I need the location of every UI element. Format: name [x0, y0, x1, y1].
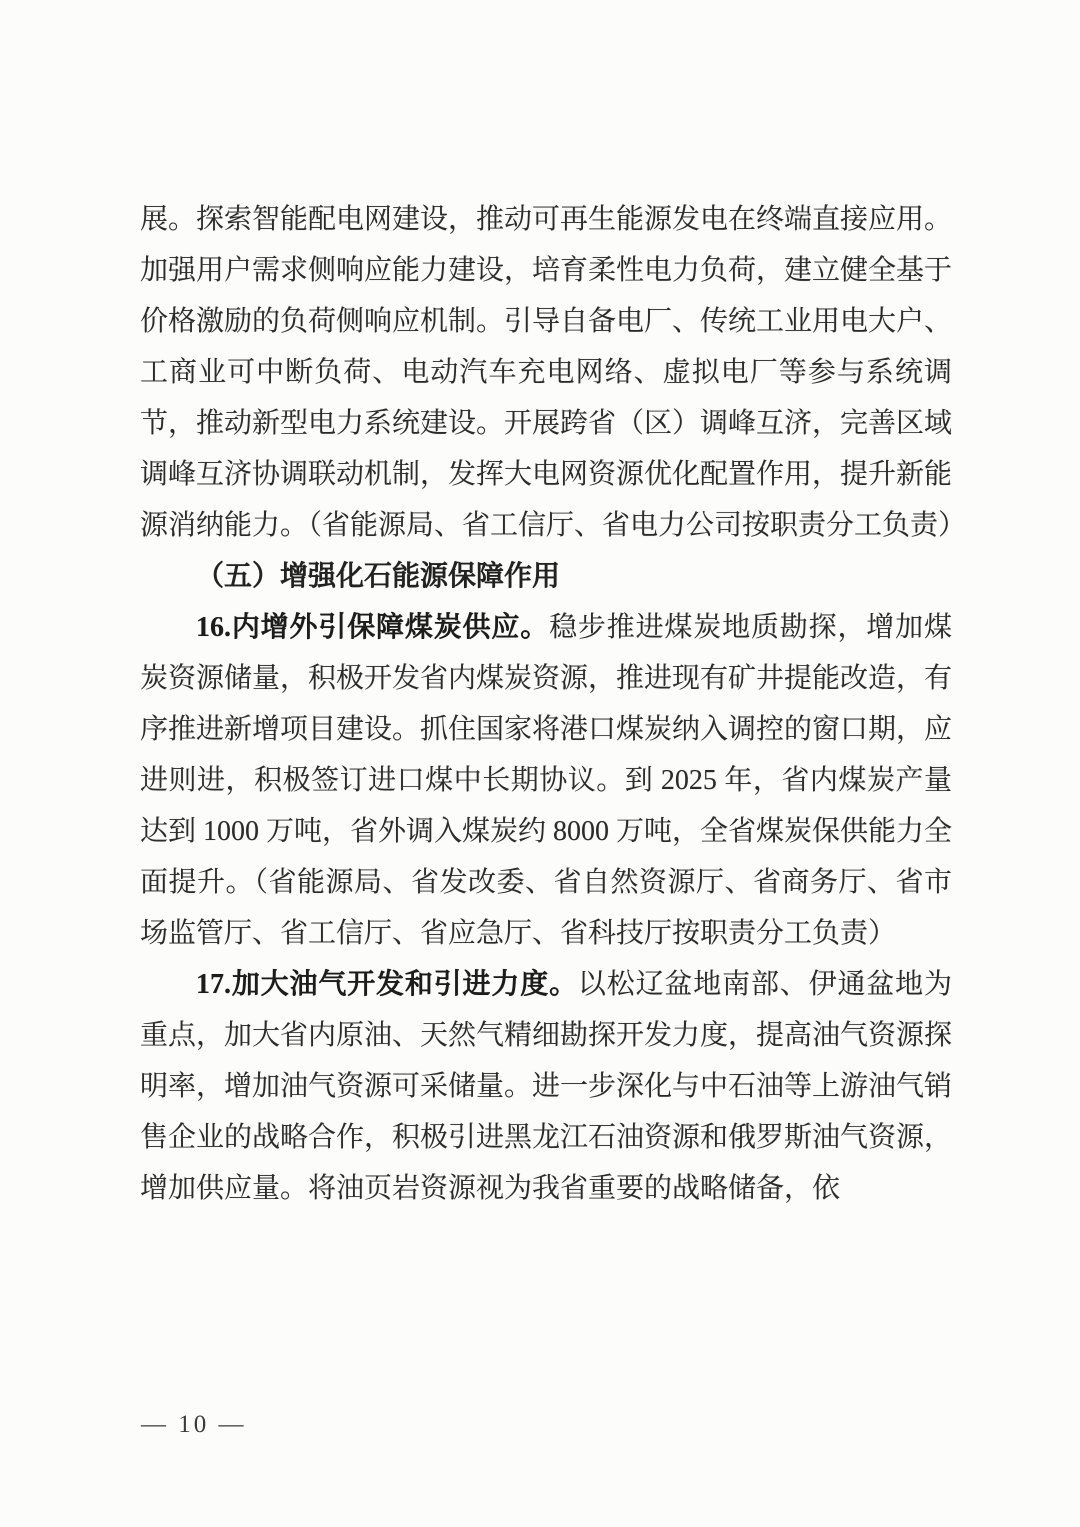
page-number: — 10 — [141, 1411, 247, 1438]
paragraph-continuation: 展。探索智能配电网建设，推动可再生能源发电在终端直接应用。加强用户需求侧响应能力建设，培育柔性电力负荷，建立健全基于价格激励的负荷侧响应机制。引导自备电厂、传统工业用电大户、工商业可中断负荷、电动汽车充电网络、虚拟电厂等参与系统调节，推动新型电力系统建设。开展跨省（区）调峰互济，完善区域调峰互济协调联动机制，发挥大电网资源优化配置作用，提升新能源消纳能力。（省能源局、省工信厅、省电力公司按职责分工负责） [140, 204, 967, 541]
item-17-text: 以松辽盆地南部、伊通盆地为重点，加大省内原油、天然气精细勘探开发力度，提高油气资源探明率，增加油气资源可采储量。进一步深化与中石油等上游油气销售企业的战略合作，积极引进黑龙江石油资源和俄罗斯油气资源，增加供应量。将油页岩资源视为我省重要的战略储备，依 [140, 969, 953, 1204]
paragraph-item-16 [140, 602, 952, 959]
paragraph-item-17 [140, 959, 952, 1214]
item-17-lead: 17.加大油气开发和引进力度。 [196, 969, 578, 1000]
document-text-block [140, 194, 967, 1214]
item-16-text: 稳步推进煤炭地质勘探，增加煤炭资源储量，积极开发省内煤炭资源，推进现有矿井提能改造，有序推进新增项目建设。抓住国家将港口煤炭纳入调控的窗口期，应进则进，积极签订进口煤中长期协议。到 2025 年，省内煤炭产量达到 1000 万吨，省外调入煤炭约 8000 万吨，全省煤炭保供能力全面提升。（省能源局、省发改委、省自然资源厅、省商务厅、省市场监管厅、省工信厅、省应急厅、省科技厅按职责分工负责） [140, 612, 953, 949]
section-heading-5: （五）增强化石能源保障作用 [196, 561, 561, 592]
item-16-lead: 16.内增外引保障煤炭供应。 [196, 612, 550, 643]
